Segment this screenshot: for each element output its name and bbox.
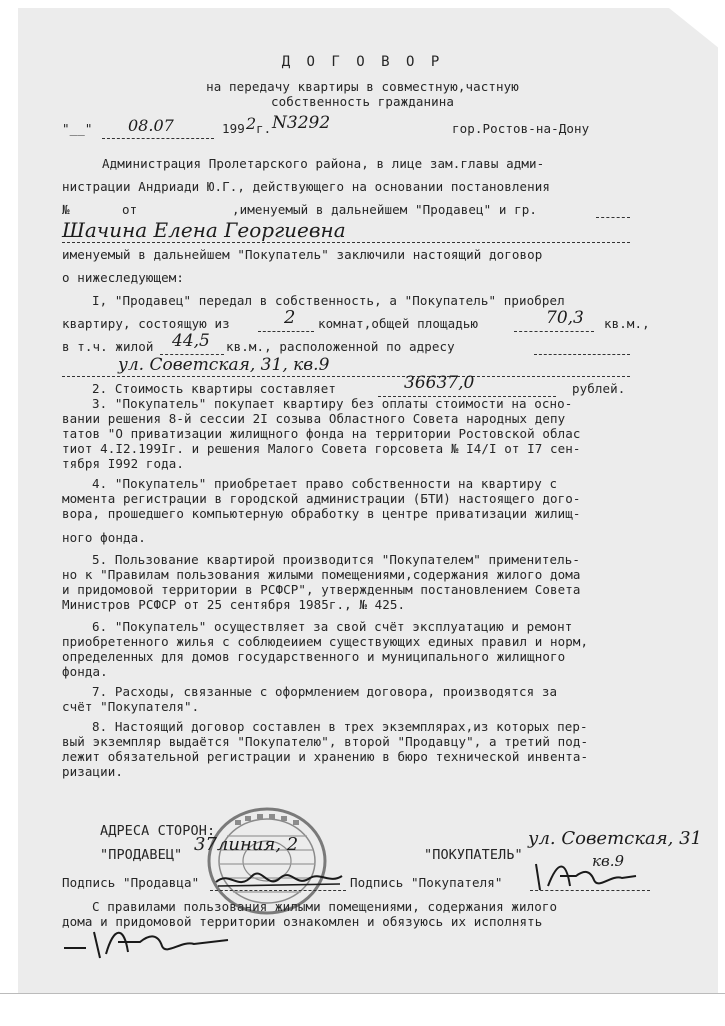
clause6-line4: фонда.	[62, 664, 108, 679]
intro-line1: Администрация Пролетарского района, в лице зам.главы адми-	[102, 156, 545, 171]
clause8-line4: ризации.	[62, 764, 124, 779]
apartment-price: 36637,0	[404, 373, 475, 393]
clause8-line2: вый экземпляр выдаётся "Покупателю", второй "Продавцу", а третий под-	[62, 734, 589, 749]
property-address-underline	[62, 376, 630, 377]
document-title: Д О Г О В О Р	[281, 54, 444, 70]
date-underline	[102, 138, 214, 139]
clause1-line1: I, "Продавец" передал в собственность, а "Покупатель" приобрел	[92, 293, 565, 308]
clause8-line1: 8. Настоящий договор составлен в трех экземплярах,из которых пер-	[92, 719, 588, 734]
clause6-line3: определенных для домов государственного и муниципального жилищного	[62, 649, 566, 664]
intro-date-label: от	[122, 202, 138, 217]
clause1-area-unit: кв.м.,	[604, 316, 650, 331]
clause1-area-label: комнат,общей площадью	[318, 316, 479, 331]
buyer-signature-label: Подпись "Покупателя"	[350, 875, 503, 890]
clause5-line4: Министров РСФСР от 25 сентября 1985г., № 425.	[62, 597, 406, 612]
clause3-line4: тиот 4.I2.199Iг. и решения Малого Совета горсовета № I4/I от I7 сен-	[62, 441, 581, 456]
document-subtitle-line1: на передачу квартиры в совместную,частную	[206, 79, 519, 94]
clause3-line5: тября I992 года.	[62, 456, 185, 471]
buyer-signature	[530, 856, 640, 896]
seller-signature-label: Подпись "Продавца"	[62, 875, 200, 890]
buyer-address-line1: ул. Советская, 31	[528, 828, 702, 849]
total-area: 70,3	[546, 308, 584, 328]
contract-number: N3292	[272, 113, 331, 133]
living-area: 44,5	[172, 331, 210, 351]
intro-line3: ,именуемый в дальнейшем "Продавец" и гр.	[232, 202, 538, 217]
room-count-underline	[258, 331, 314, 332]
clause3-line2: вании решения 8-й сессии 2I созыва Областного Совета народных депу	[62, 411, 566, 426]
date-day-blank: "__"	[62, 121, 93, 136]
total-area-underline	[514, 331, 594, 332]
intro-line6: о нижеследующем:	[62, 270, 185, 285]
acknowledgement-line2: дома и придомовой территории ознакомлен и обязуюсь их исполнять	[62, 914, 543, 929]
clause1-rooms-label: квартиру, состоящую из	[62, 316, 230, 331]
clause4-line2: момента регистрации в городской администрации (БТИ) настоящего дого-	[62, 491, 581, 506]
seller-label: "ПРОДАВЕЦ"	[100, 847, 183, 863]
clause4-line4: ного фонда.	[62, 530, 146, 545]
clause1-living-label: в т.ч. жилой	[62, 339, 154, 354]
contract-city: гор.Ростов-на-Дону	[452, 121, 590, 136]
date-year-handwritten: 2	[246, 114, 257, 133]
intro-line5: именуемый в дальнейшем "Покупатель" заключили настоящий договор	[62, 247, 543, 262]
buyer-address-line2: кв.9	[592, 852, 624, 870]
buyer-label: "ПОКУПАТЕЛЬ"	[424, 847, 523, 863]
acknowledgement-line1: С правилами пользования жилыми помещениями, содержания жилого	[92, 899, 558, 914]
property-address: ул. Советская, 31, кв.9	[118, 355, 330, 375]
clause5-line3: и придомовой территории в РСФСР", утвержденным постановлением Совета	[62, 582, 581, 597]
clause3-line1: 3. "Покупатель" покупает квартиру без оплаты стоимости на осно-	[92, 396, 573, 411]
clause6-line1: 6. "Покупатель" осуществляет за свой счёт эксплуатацию и ремонт	[92, 619, 573, 634]
clause2-text: 2. Стоимость квартиры составляет	[92, 381, 337, 396]
document-subtitle-line2: собственность гражданина	[270, 94, 454, 109]
clause6-line2: приобретенного жилья с соблюдеиием существующих единых правил и норм,	[62, 634, 589, 649]
seller-signature	[212, 862, 346, 896]
date-day-month: 08.07	[128, 116, 174, 135]
buyer-name: Шачина Елена Георгиевна	[62, 218, 346, 242]
date-year-prefix: 199	[222, 121, 245, 136]
clause7-line1: 7. Расходы, связанные с оформлением договора, производятся за	[92, 684, 558, 699]
buyer-acknowledgement-signature	[62, 918, 232, 962]
price-currency: рублей.	[572, 381, 626, 396]
room-count: 2	[284, 307, 296, 328]
address-label-underline	[534, 354, 630, 355]
scan-margin	[0, 993, 725, 1026]
clause7-line2: счёт "Покупателя".	[62, 699, 200, 714]
clause8-line3: лежит обязательной регистрации и хранению в бюро технической инвента-	[62, 749, 589, 764]
seller-address: 37линия, 2	[194, 834, 299, 855]
clause1-address-label: кв.м., расположенной по адресу	[226, 339, 455, 354]
clause4-line3: вора, прошедшего компьютерную обработку в центре приватизации жилищ-	[62, 506, 581, 521]
date-year-suffix: г.	[256, 121, 272, 136]
clause4-line1: 4. "Покупатель" приобретает право собственности на квартиру с	[92, 476, 558, 491]
clause5-line2: но к "Правилам пользования жилыми помещениями,содержания жилого дома	[62, 567, 581, 582]
buyer-name-underline	[62, 242, 630, 243]
intro-gr-underline	[596, 217, 630, 218]
parties-heading: АДРЕСА СТОРОН:	[100, 823, 216, 839]
clause5-line1: 5. Пользование квартирой производится "Покупателем" применитель-	[92, 552, 581, 567]
clause3-line3: татов "О приватизации жилищного фонда на территории Ростовской облас	[62, 426, 581, 441]
intro-line2: нистрации Андриади Ю.Г., действующего на основании постановления	[62, 179, 551, 194]
intro-number-label: №	[62, 202, 70, 217]
